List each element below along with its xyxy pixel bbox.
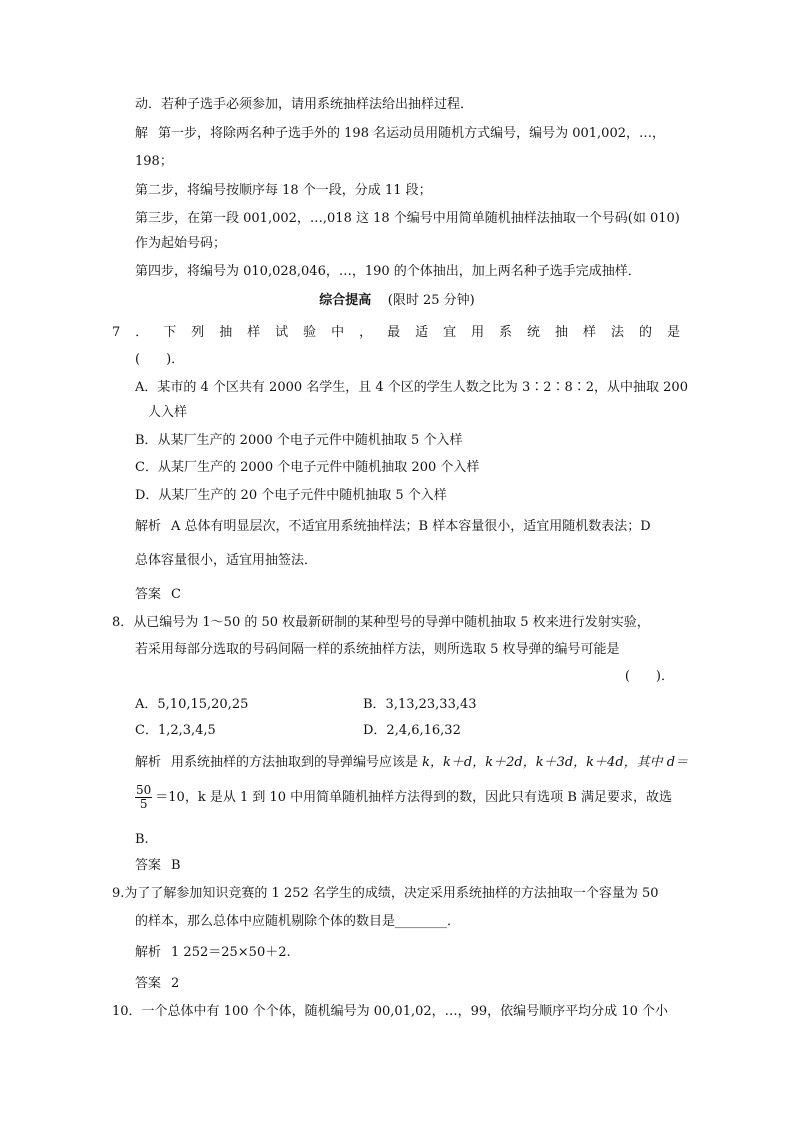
text-line: B. [135,832,149,847]
q7-char: 样 [583,325,597,340]
question-8-stem: 8．从已编号为 1～50 的 50 枚最新研制的某种型号的导弹中随机抽取 5 枚来进行发射实验， [112,615,650,630]
answer-tag: 答案 [135,587,162,602]
q8-analysis-line2 [135,784,672,811]
q7-char: 统 [527,325,541,340]
text-line: 用系统抽样的方法抽取到的导弹编号应该是 [171,755,423,770]
solution-line [135,125,665,143]
q7-char: 最 [387,325,401,340]
text-line: 第三步，在第一段 001,002，…,018 这 18 个编号中用简单随机抽样法抽取一个号码(如 010) [135,211,680,226]
section-title: 综合提高 [319,293,372,308]
q8-option-a: A．5,10,15,20,25 [135,697,249,712]
q7-option-a-cont: 人入样 [148,405,188,420]
q7-char: 的 [638,325,652,340]
q8-paren: ( )． [624,669,674,684]
analysis-tag: 解析 [135,945,162,960]
q7-char: 下 [163,325,177,340]
answer-tag: 答案 [135,858,162,873]
section-heading [0,292,794,310]
q7-char: 试 [275,325,289,340]
q8-analysis [135,754,688,772]
question-9-stem: 9.为了了解参加知识竞赛的 1 252 名学生的成绩，决定采用系统抽样的方法抽取一个容量为 50 [112,886,659,901]
solution-tag: 解 [135,126,149,141]
q8-option-b: B．3,13,23,33,43 [363,697,477,712]
analysis-tag: 解析 [135,519,162,534]
text-line: 第四步，将编号为 010,028,046，…，190 的个体抽出，加上两名种子选手完成抽样． [135,264,641,279]
text-line: ＝10， [155,790,198,805]
q8-answer [135,857,181,875]
q7-char: 宜 [443,325,457,340]
q7-char: 抽 [219,325,233,340]
question-7-stem [112,324,680,342]
q7-analysis [135,518,651,536]
q7-char: 法 [610,325,624,340]
answer-value: 2 [171,976,180,991]
text-line: 的样本，那么总体中应随机剔除个体的数目是________． [135,914,461,929]
text-line: 总体容量很小，适宜用抽签法． [135,553,318,568]
q7-option-a: A．某市的 4 个区共有 2000 名学生，且 4 个区的学生人数之比为 3∶2∶8∶2，从中抽取 200 [135,380,688,395]
section-note: (限时 25 分钟) [387,293,475,308]
text-line: A 总体有明显层次，不适宜用系统抽样法；B 样本容量很小，适宜用随机数表法；D [171,519,651,534]
text-line: k 是从 1 到 10 中用简单随机抽样方法得到的数，因此只有选项 B 满足要求，故选 [197,790,672,805]
q7-char: 样 [247,325,261,340]
answer-value: B [171,858,181,873]
q7-char: 是 [666,325,680,340]
fraction-numerator: 50 [136,783,152,797]
q7-answer [135,586,181,604]
q7-option-b: B．从某厂生产的 2000 个电子元件中随机抽取 5 个入样 [135,433,463,448]
q7-paren: ( )． [135,352,185,367]
question-10-stem: 10．一个总体中有 100 个个体，随机编号为 00,01,02，…，99，依编号顺序平均分成 10 个小 [112,1004,668,1019]
analysis-tag: 解析 [135,755,162,770]
answer-value: C [171,587,181,602]
text-line: 198； [135,154,173,169]
q7-char: 列 [191,325,205,340]
q7-option-d: D．从某厂生产的 20 个电子元件中随机抽取 5 个入样 [135,488,447,503]
q7-char: 7 [112,325,121,340]
text-line: 1 252＝25×50＋2. [171,945,291,960]
q7-option-c: C．从某厂生产的 2000 个电子元件中随机抽取 200 个入样 [135,460,480,475]
q9-answer [135,975,179,993]
q7-char: 用 [471,325,485,340]
text-line: 若采用每部分选取的号码间隔一样的系统抽样方法，则所选取 5 枚导弹的编号可能是 [135,642,620,657]
answer-tag: 答案 [135,976,162,991]
q8-option-d: D．2,4,6,16,32 [363,723,461,738]
text-line: 作为起始号码； [135,236,227,251]
text-line: 第二步，将编号按顺序每 18 个一段，分成 11 段； [135,183,432,198]
formula-text: k，k＋d，k＋2d，k＋3d，k＋4d，其中 d＝ [422,755,689,770]
q7-char: 中 [331,325,345,340]
text-line: 动．若种子选手必须参加，请用系统抽样法给出抽样过程． [135,97,474,112]
fraction-denominator: 5 [139,797,148,811]
fraction [135,784,152,811]
q7-char: ． [135,325,149,340]
q7-char: 抽 [555,325,569,340]
q7-char: 验 [303,325,317,340]
text-line: 第一步，将除两名种子选手外的 198 名运动员用随机方式编号，编号为 001,002，…， [158,126,665,141]
q7-char: 适 [415,325,429,340]
q8-option-c: C．1,2,3,4,5 [135,723,216,738]
q7-char: ， [359,325,373,340]
q7-char: 系 [499,325,513,340]
q9-analysis [135,944,291,962]
